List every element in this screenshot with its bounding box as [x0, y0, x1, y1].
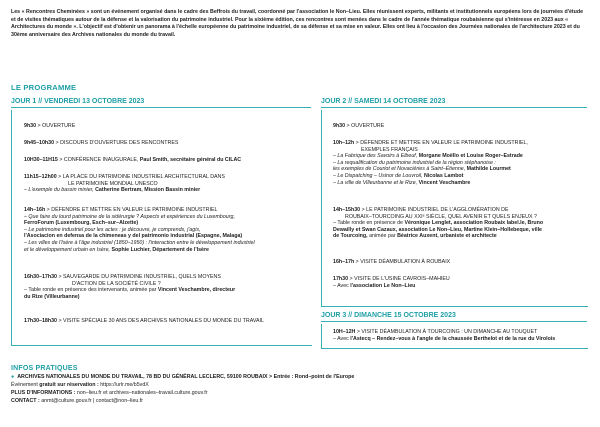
- day2-item-4: 16h–17h > VISITE DÉAMBULATION À ROUBAIX: [333, 259, 451, 265]
- day1-item-2: 9h45–10h30 > DISCOURS D'OUVERTURE DES RENCONTRES: [24, 140, 179, 146]
- info-address: ● ARCHIVES NATIONALES DU MONDE DU TRAVAIL, 78 BD DU GÉNÉRAL LECLERC, 59100 ROUBAIX > Entrée : Rond–point de l'Europe: [11, 374, 355, 380]
- day1-item-7: 17h30–18h30 > VISITE SPÉCIALE 30 ANS DES ARCHIVES NATIONALES DU MONDE DU TRAVAIL: [24, 318, 264, 324]
- info-registration: Événement gratuit sur réservation : https://urlr.me/b5vdX: [11, 382, 149, 388]
- day3-item-1: 10H–12H > VISITE DÉAMBULATION À TOURCOING : UN DIMANCHE AU TOUQUET – Avec l'Astecq – Rendez–vous à l'angle de la chaussée Berthelot et de la rue du Virolois: [333, 329, 556, 342]
- day1-heading: JOUR 1 // VENDREDI 13 OCTOBRE 2023: [11, 98, 311, 108]
- info-contact: CONTACT : anmt@culture.gouv.fr | contact@non–lieu.fr: [11, 398, 144, 404]
- day1-item-1: 9h30 > OUVERTURE: [24, 123, 76, 129]
- day1-item-3: 10H30–11H15 > CONFÉRENCE INAUGURALE, Paul Smith, secrétaire général du CILAC: [24, 157, 242, 163]
- day2-item-5: 17h30 > VISITE DE L'USINE CAVROIS–MAHIEU – Avec l'association Le Non–Lieu: [333, 276, 450, 289]
- info-title: INFOS PRATIQUES: [11, 365, 78, 372]
- intro-paragraph: Les « Rencontres Cheminées » sont un événement organisé dans le cadre des Beffrois du travail, coordonné par l'association le Non–Lieu. Elles réunissent experts, militants et institutionnels européens lors de journées d'étude et de visites thématiques autour de la défense et la valorisation du patrimoine industriel. Pour la sixième édition, ces rencontres sont menées dans le cadre de l'année thématique roubaisienne qui s'intéresse en 2023 aux « Architectures du monde ». L'objectif est d'obtenir un panorama à l'échelle européenne du patrimoine industriel, de sa défense et sa mise en valeur. Elles ont lieu à l'occasion des Journées nationales de l'architecture 2023 et du 30ème anniversaire des Archives nationales du monde du travail.: [11, 9, 584, 38]
- registration-link[interactable]: https://urlr.me/b5vdX: [100, 382, 149, 388]
- day1-item-5: 14h–16h > DÉFENDRE ET METTRE EN VALEUR LE PATRIMOINE INDUSTRIEL – Que faire du lourd patrimoine de la sidérurgie ? Aspects et expériences du Luxembourg, FerroForum (Luxembourg, Esch–sur–Alzette) – Le patrimoine industriel pour les actes : je découvre, je comprends, j'agis, l'Asociacion en defensa de la chimeneas y del patrimonio industrial (Espagne, Malaga) – Les villes de l'Isère à l'âge industriel (1850–1950) : l'interaction entre le développement industriel et le développement urbain en Isère, Sophie Luchier, Département de l'Isère: [24, 207, 255, 253]
- programme-title: LE PROGRAMME: [11, 83, 77, 92]
- day2-item-2: 10h–12h > DÉFENDRE ET METTRE EN VALEUR LE PATRIMOINE INDUSTRIEL, EXEMPLES FRANÇAIS – La Fabrique des Savoirs à Elbeuf, Morgane Moëllo et Louise Roger–Estrade – La requalification du patrimoine industriel de la région stéphanoise : les exemples de Couriot et Novaciéries à Saint–Étienne, Mathilde Lourmet – Le Dispatching – Usinor de Louvroil, Nicolas Lambot – La ville de Villeurbanne et le Rize, Vincent Veschambre: [333, 140, 528, 186]
- info-more: PLUS D'INFORMATIONS : non–lieu.fr et archives–nationales–travail.culture.gouv.fr: [11, 390, 208, 396]
- location-pin-icon: ●: [11, 374, 15, 380]
- day1-item-6: 16h30–17h30 > SAUVEGARDE DU PATRIMOINE INDUSTRIEL, QUELS MOYENS D'ACTION DE LA SOCIÉTÉ CIVILE ? – Table ronde en présence des intervenants, animée par Vincent Veschambre, directeur du Rize (Villeurbanne): [24, 274, 236, 300]
- day2-item-3: 14h–15h30 > LE PATRIMOINE INDUSTRIEL DE L'AGGLOMÉRATION DE ROUBAIX–TOURCOING AU XXIᵉ SIÈCLE, QUEL AVENIR ET QUELS ENJEUX ? – Table ronde en présence de Véronique Lenglet, association Roubaix label.le, Bruno Dewailly et Swan Cazaux, association Le Non–Lieu, Martine Klein–Hollebeque, ville de Tourcoing, animée par Béatrice Auxent, urbaniste et architecte: [333, 207, 544, 240]
- day3-heading: JOUR 3 // DIMANCHE 15 OCTOBRE 2023: [321, 312, 587, 322]
- day2-heading: JOUR 2 // SAMEDI 14 OCTOBRE 2023: [321, 98, 587, 108]
- day2-item-1: 9h30 > OUVERTURE: [333, 123, 385, 129]
- day1-item-4: 11h15–12h00 > LA PLACE DU PATRIMOINE INDUSTRIEL ARCHITECTURAL DANS LE PATRIMOINE MONDIAL UNESCO – L'exemple du bassin minier, Catherine Bertram, Mission Bassin minier: [24, 174, 225, 194]
